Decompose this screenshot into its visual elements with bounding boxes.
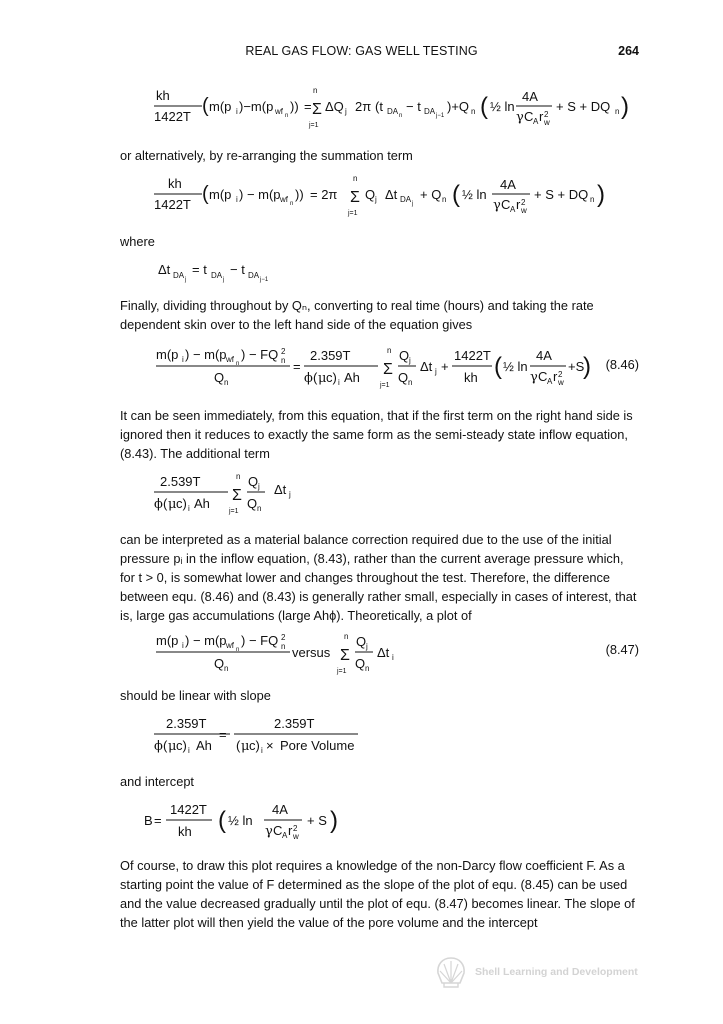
svg-text:j=1: j=1 (229, 508, 239, 515)
svg-text:): ) (597, 181, 605, 208)
svg-text:(: ( (218, 807, 226, 834)
svg-text:ϕ: ϕ (154, 497, 163, 512)
svg-text:DA: DA (211, 271, 223, 280)
svg-text:m(p: m(p (209, 187, 232, 202)
svg-text:2: 2 (544, 110, 549, 119)
svg-text:wf: wf (275, 107, 283, 116)
svg-text:=: = (154, 813, 162, 828)
svg-text:γ: γ (530, 370, 538, 385)
svg-text:Ah: Ah (194, 496, 210, 511)
equation-number-8-46: (8.46) (605, 357, 639, 372)
svg-text:Ah: Ah (344, 370, 360, 385)
equation-3 (110, 258, 410, 286)
equation-additional-term-svg (110, 470, 330, 516)
equation-1 (110, 84, 630, 130)
svg-text:+ S + DQ: + S + DQ (534, 187, 589, 202)
svg-text:Q: Q (248, 474, 259, 489)
paragraph-1: or alternatively, by re-arranging the summation term (120, 148, 413, 163)
intercept-lhs: B (144, 813, 153, 828)
svg-text:i: i (236, 195, 238, 204)
svg-text:2: 2 (281, 633, 286, 642)
svg-text:=: = (304, 99, 312, 114)
svg-text:n: n (344, 632, 349, 641)
svg-text:Q: Q (214, 370, 225, 385)
equation-1-svg (110, 84, 630, 130)
svg-text:(t: (t (375, 99, 383, 114)
svg-text:j: j (185, 277, 187, 283)
svg-text:j: j (366, 642, 368, 651)
svg-text:C: C (273, 823, 283, 838)
svg-text:(: ( (480, 93, 488, 120)
svg-text:DA: DA (248, 271, 260, 280)
eq1-tail: + S + DQ (556, 99, 611, 114)
svg-text:2: 2 (293, 824, 298, 833)
svg-text:j: j (435, 367, 437, 376)
svg-text:i: i (182, 641, 184, 650)
svg-text:r: r (516, 197, 521, 212)
svg-text:n: n (236, 647, 240, 653)
paragraph-where: where (120, 234, 155, 249)
svg-text:wf: wf (280, 195, 288, 204)
svg-text:= t: = t (192, 262, 207, 277)
svg-text:j: j (289, 490, 291, 499)
svg-text:(: ( (163, 738, 168, 753)
svg-text:(: ( (202, 183, 209, 205)
svg-text:Ah: Ah (196, 738, 212, 753)
svg-text:): ) (583, 353, 591, 380)
svg-text:) − m(p: ) − m(p (239, 187, 281, 202)
equation-number-8-47: (8.47) (605, 642, 639, 657)
equation-slope (110, 712, 410, 758)
svg-text:r: r (288, 823, 293, 838)
svg-text:ϕ: ϕ (154, 739, 163, 754)
equation-intercept (110, 798, 410, 844)
svg-text:ϕ: ϕ (304, 371, 313, 386)
paragraph-intercept: and intercept (120, 774, 194, 789)
svg-text:n: n (281, 356, 286, 365)
svg-text:(: ( (163, 496, 168, 511)
svg-text:w: w (521, 206, 527, 215)
svg-text:m(p: m(p (156, 347, 179, 362)
intercept-coef-den: kh (178, 824, 192, 839)
svg-text:=: = (219, 727, 227, 742)
paragraph-seen: It can be seen immediately, from this equation, that if the first term on the right hand side is ignored then it reduces to exactly the same form as the semi-steady state inflow equation, (8.43). The additional term (120, 408, 633, 461)
svg-text:i: i (338, 378, 340, 387)
svg-text:Δt: Δt (385, 187, 398, 202)
svg-text:Σ: Σ (340, 647, 350, 664)
svg-text:μ: μ (241, 739, 250, 754)
svg-text:− t: − t (406, 99, 421, 114)
intercept-frac-num: 4A (272, 802, 288, 817)
eq1-frac-num: 4A (522, 89, 538, 104)
running-title: REAL GAS FLOW: GAS WELL TESTING (245, 44, 478, 58)
svg-text:j: j (375, 195, 377, 204)
svg-text:Σ: Σ (383, 361, 393, 378)
svg-text:j−1: j−1 (260, 277, 269, 283)
eq1-sum-upper: n (313, 86, 318, 95)
equation-slope-svg (110, 712, 410, 758)
svg-text:n: n (387, 346, 392, 355)
svg-text:n: n (281, 642, 286, 651)
paragraph-material-balance: can be interpreted as a material balance correction required due to the use of the initial pressure pᵢ in the inflow equation, (8.43), rather than the current average pressure which, for t > 0, is somewhat lower and changes throughout the test. Therefore, the difference between equ. (8.46) and (8.43) is generally rather small, especially in cases of interest, that is, large gas accumulations (large Ahϕ). Theoretically, a plot of (120, 532, 637, 623)
equation-2 (110, 172, 630, 218)
svg-text:i: i (392, 653, 394, 662)
svg-text:A: A (282, 831, 288, 840)
svg-text:j: j (409, 356, 411, 365)
eq846-coef2: 1422T (454, 348, 491, 363)
svg-text:C: C (538, 369, 548, 384)
page-header (0, 44, 723, 62)
svg-text:j: j (258, 482, 260, 491)
svg-text:wf: wf (226, 355, 234, 364)
equation-additional-term (110, 470, 330, 516)
svg-text:½ ln: ½ ln (462, 187, 487, 202)
svg-text:c): c) (326, 370, 337, 385)
svg-text:½ ln: ½ ln (228, 813, 253, 828)
svg-text:C: C (524, 109, 534, 124)
eq1-lhs-num: kh (156, 88, 170, 103)
svg-text:w: w (544, 118, 550, 127)
svg-text:Q: Q (365, 187, 376, 202)
svg-text:γ: γ (516, 110, 524, 125)
svg-text:γ: γ (493, 198, 501, 213)
svg-text:− t: − t (230, 262, 245, 277)
svg-text:×: × (266, 738, 274, 753)
eq1-sum-lower: j=1 (309, 122, 319, 129)
svg-text:i: i (236, 107, 238, 116)
svg-text:i: i (188, 746, 190, 755)
svg-text:4A: 4A (500, 177, 516, 192)
svg-text:n: n (471, 107, 476, 116)
svg-text:i: i (261, 746, 263, 755)
svg-text:+: + (441, 359, 449, 374)
svg-text:n: n (365, 664, 370, 673)
svg-text:DA: DA (387, 107, 399, 116)
svg-text:n: n (236, 472, 241, 481)
footer-watermark (430, 955, 650, 989)
equation-3-svg (110, 258, 410, 286)
svg-text:) − FQ: ) − FQ (241, 633, 279, 648)
paragraph-finally: Finally, dividing throughout by Qₙ, converting to real time (hours) and taking the rate dependent skin over to the left hand side of the equation gives (120, 298, 594, 332)
svg-text:½ ln: ½ ln (503, 359, 528, 374)
svg-text:(: ( (494, 353, 502, 380)
svg-text:Q: Q (214, 656, 225, 671)
svg-text:r: r (539, 109, 544, 124)
slope-pore-volume: Pore Volume (280, 738, 355, 753)
svg-text:m(p: m(p (156, 633, 179, 648)
svg-text:4A: 4A (536, 348, 552, 363)
svg-text:j: j (223, 277, 225, 283)
svg-text:w: w (293, 832, 299, 841)
intercept-coef: 1422T (170, 802, 207, 817)
svg-text:n: n (285, 113, 289, 119)
svg-text:DA: DA (424, 107, 436, 116)
svg-text:2: 2 (281, 347, 286, 356)
svg-text:DA: DA (173, 271, 185, 280)
svg-text:c): c) (176, 496, 187, 511)
equation-8-46-svg (110, 344, 570, 390)
equation-intercept-svg (110, 798, 410, 844)
svg-text:n: n (224, 378, 229, 387)
svg-text:ΔQ: ΔQ (325, 99, 344, 114)
svg-text:=: = (293, 359, 301, 374)
svg-text:w: w (558, 378, 564, 387)
svg-text:μ: μ (168, 497, 177, 512)
svg-text:(: ( (236, 738, 241, 753)
equation-8-46 (110, 344, 570, 390)
svg-text:n: n (408, 378, 413, 387)
svg-text:Σ: Σ (312, 101, 322, 118)
svg-text:A: A (510, 205, 516, 214)
svg-text:Δt: Δt (274, 482, 287, 497)
paragraph-linear-slope: should be linear with slope (120, 688, 271, 703)
svg-text:Q: Q (356, 634, 367, 649)
svg-text:Q: Q (399, 348, 410, 363)
svg-text:n: n (224, 664, 229, 673)
svg-text:A: A (547, 377, 553, 386)
svg-text:j: j (345, 107, 347, 116)
equation-8-47-svg (110, 630, 410, 676)
svg-text:c): c) (176, 738, 187, 753)
svg-text:)+Q: )+Q (447, 99, 470, 114)
equation-2-svg (110, 172, 630, 218)
svg-text:Q: Q (247, 496, 258, 511)
svg-text:2: 2 (558, 370, 563, 379)
svg-text:n: n (353, 174, 358, 183)
svg-text:)): )) (290, 99, 299, 114)
svg-text:i: i (182, 355, 184, 364)
eq1-lhs-den: 1422T (154, 109, 191, 124)
svg-text:)): )) (295, 187, 304, 202)
svg-text:j: j (412, 201, 414, 207)
svg-text:j−1: j−1 (436, 113, 445, 119)
svg-text:A: A (533, 117, 539, 126)
svg-text:Δt: Δt (420, 359, 433, 374)
svg-text:Q: Q (398, 370, 409, 385)
slope-rhs: 2.359T (274, 716, 315, 731)
svg-text:)−m(p: )−m(p (239, 99, 274, 114)
intercept-tail: + S (307, 813, 327, 828)
svg-text:m(p: m(p (209, 99, 232, 114)
svg-text:) − m(p: ) − m(p (185, 347, 227, 362)
svg-text:Δt: Δt (377, 645, 390, 660)
eq1-2pi: 2π (355, 99, 372, 114)
svg-text:i: i (188, 504, 190, 513)
svg-text:(: ( (452, 181, 460, 208)
svg-text:wf: wf (226, 641, 234, 650)
page-number: 264 (618, 44, 639, 58)
svg-text:n: n (615, 107, 620, 116)
svg-text:): ) (621, 93, 629, 120)
svg-text:½ ln: ½ ln (490, 99, 515, 114)
svg-text:+S: +S (568, 359, 585, 374)
svg-text:): ) (330, 807, 338, 834)
svg-text:Δt: Δt (158, 262, 171, 277)
svg-text:1422T: 1422T (154, 197, 191, 212)
svg-text:n: n (257, 504, 262, 513)
svg-text:) − FQ: ) − FQ (241, 347, 279, 362)
svg-text:μ: μ (168, 739, 177, 754)
svg-text:Σ: Σ (232, 487, 242, 504)
svg-text:n: n (590, 195, 595, 204)
svg-text:c): c) (249, 738, 260, 753)
svg-text:r: r (553, 369, 558, 384)
svg-text:μ: μ (318, 371, 327, 386)
svg-text:Σ: Σ (350, 189, 360, 206)
svg-text:j=1: j=1 (380, 382, 390, 389)
svg-text:+ Q: + Q (420, 187, 442, 202)
svg-text:DA: DA (400, 195, 412, 204)
svg-text:kh: kh (168, 176, 182, 191)
eq-add-coef: 2.539T (160, 474, 201, 489)
footer-text: Shell Learning and Development (475, 966, 638, 978)
svg-text:2: 2 (521, 198, 526, 207)
svg-text:Q: Q (355, 656, 366, 671)
paragraph-of-course: Of course, to draw this plot requires a knowledge of the non-Darcy flow coefficient F. As a starting point the value of F determined as the slope of the plot of equ. (8.45) can be used and the value decreased gradually until the plot of equ. (8.47) becomes linear. The slope of the latter plot will then yield the value of the pore volume and the intercept (120, 858, 635, 930)
svg-text:= 2π: = 2π (310, 187, 338, 202)
equation-8-46-tail (568, 344, 591, 390)
eq847-versus: versus (292, 645, 331, 660)
svg-text:) − m(p: ) − m(p (185, 633, 227, 648)
shell-logo-icon (434, 955, 468, 989)
svg-text:n: n (290, 201, 294, 207)
svg-text:n: n (236, 361, 240, 367)
svg-text:C: C (501, 197, 511, 212)
svg-text:(: ( (313, 370, 318, 385)
svg-text:(: ( (202, 95, 209, 117)
svg-text:j=1: j=1 (348, 210, 358, 217)
equation-8-47 (110, 630, 410, 676)
eq846-coef: 2.359T (310, 348, 351, 363)
svg-text:γ: γ (265, 824, 273, 839)
svg-text:n: n (399, 113, 403, 119)
eq846-coef2-den: kh (464, 370, 478, 385)
slope-lhs: 2.359T (166, 716, 207, 731)
svg-text:n: n (442, 195, 447, 204)
svg-text:j=1: j=1 (337, 668, 347, 675)
